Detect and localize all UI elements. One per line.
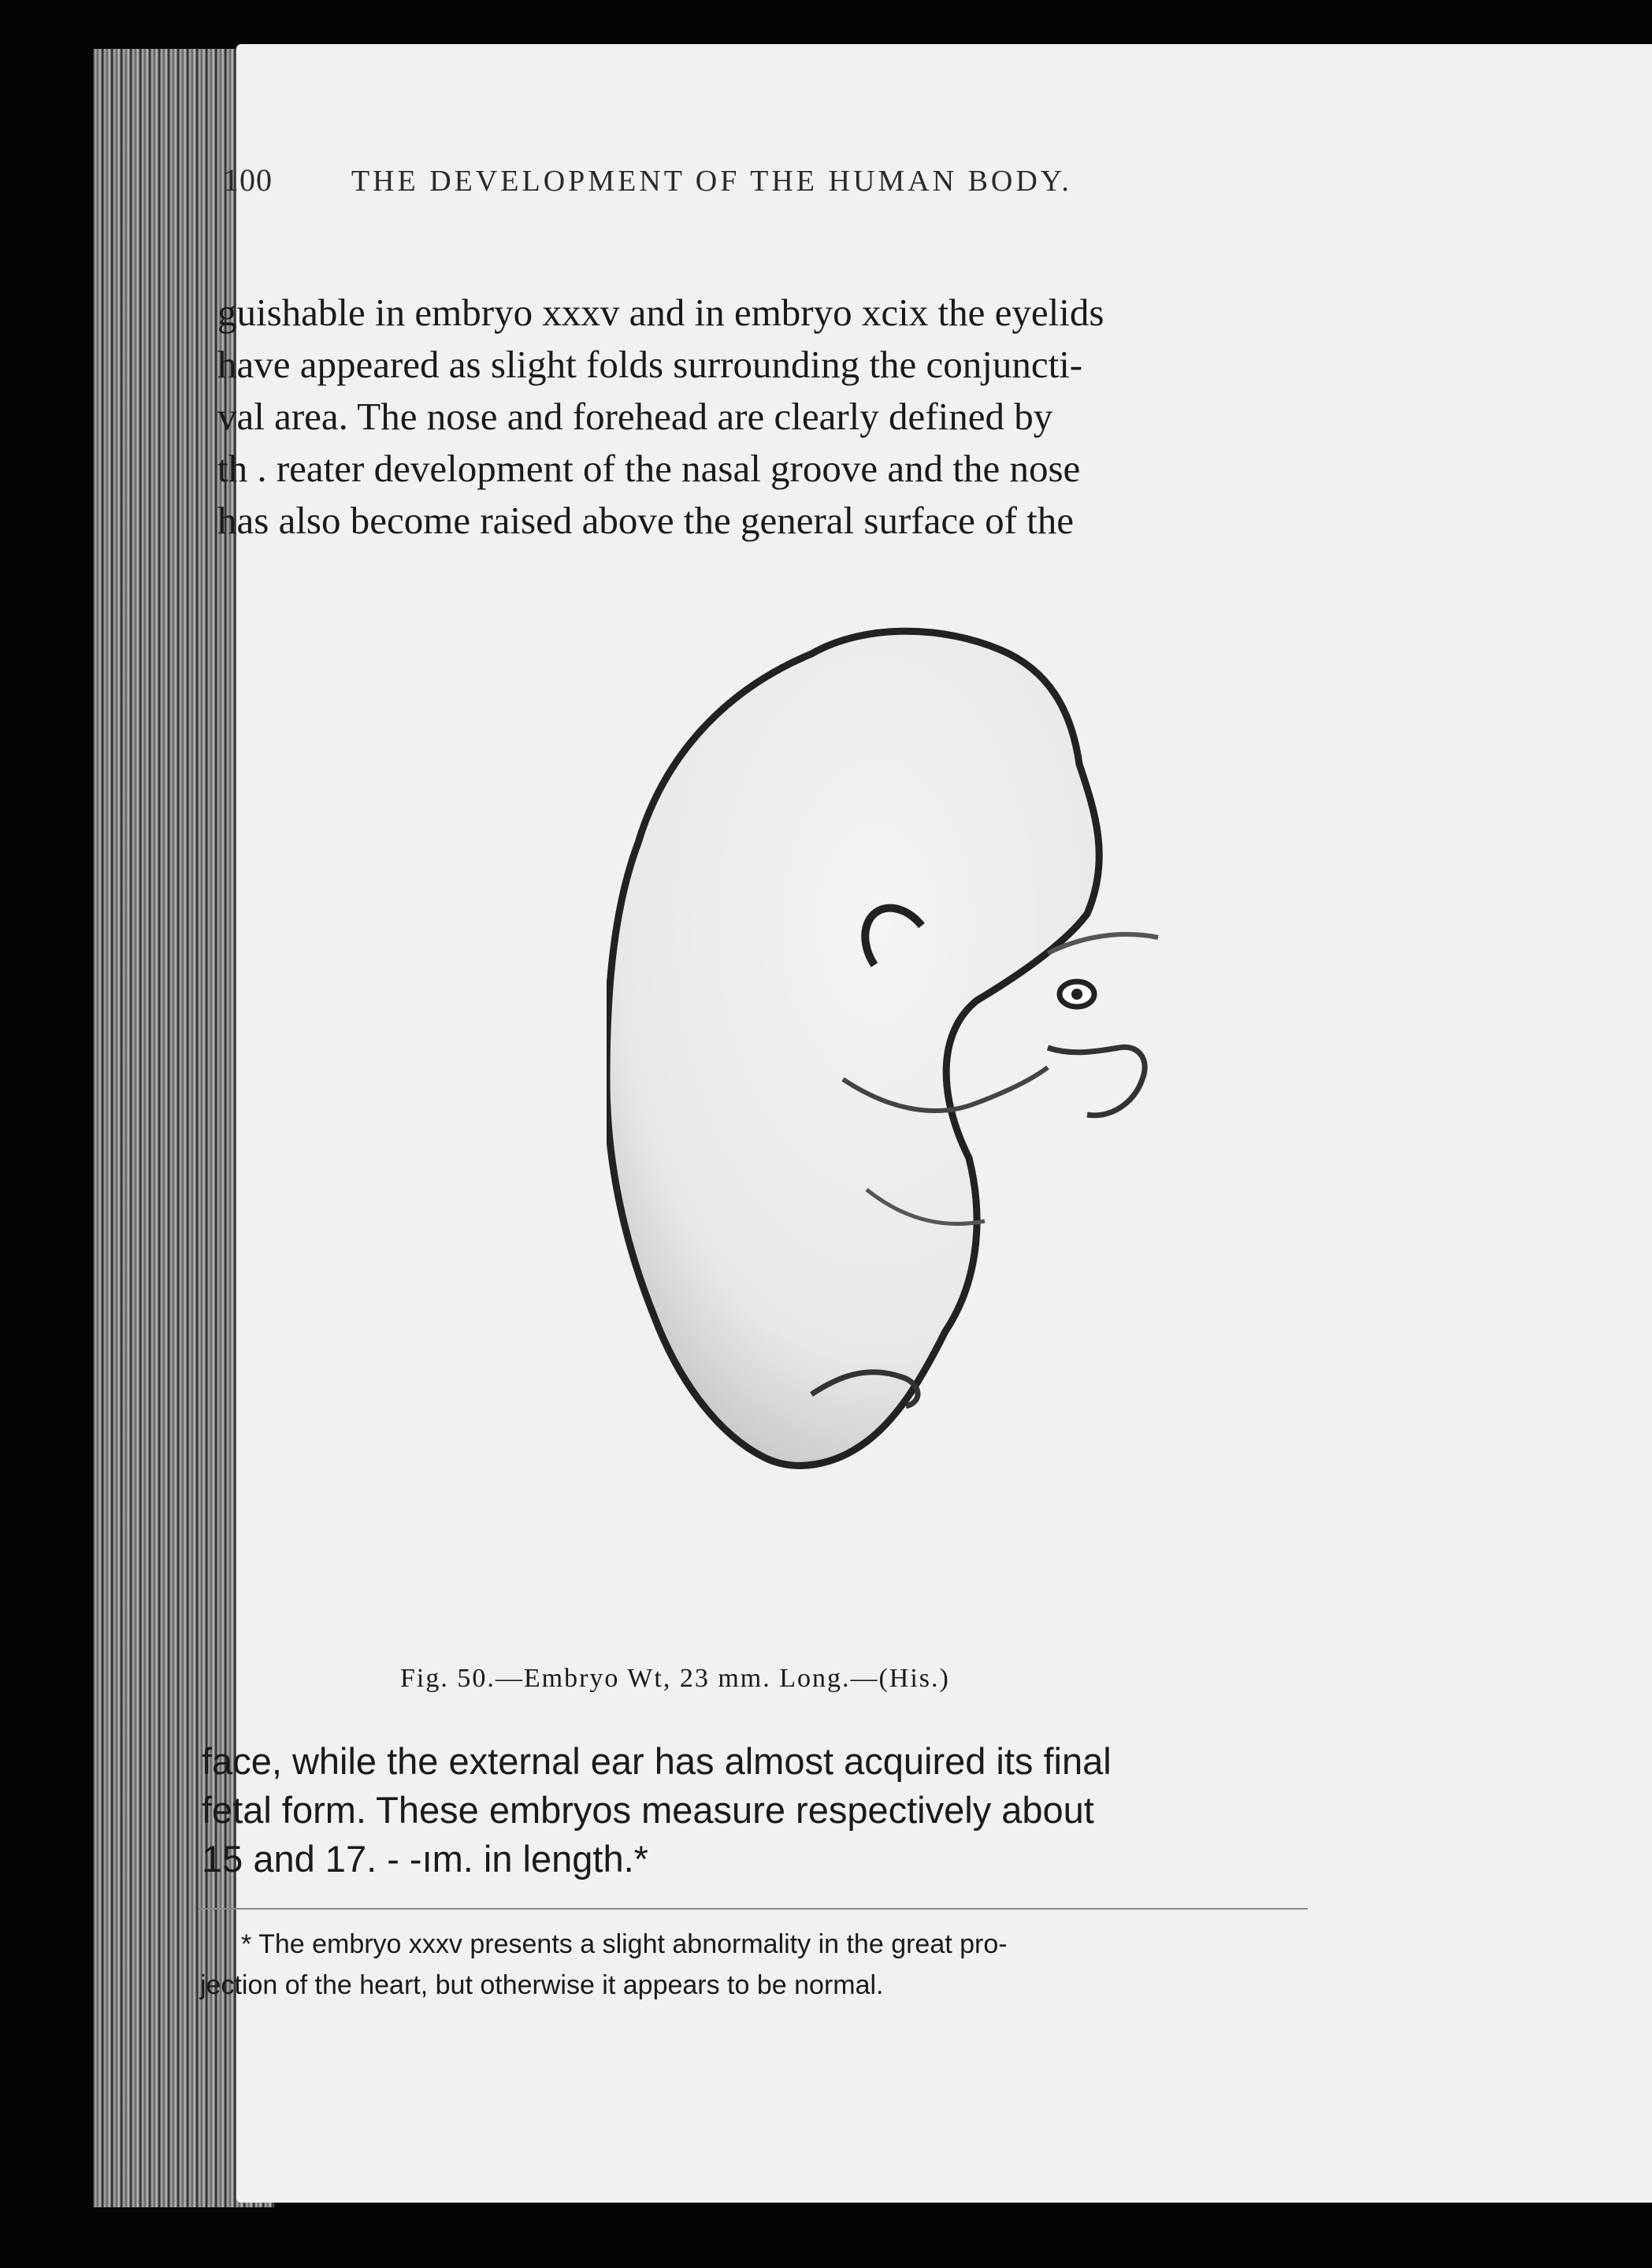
text-line: val area. The nose and forehead are clearly defined by — [217, 395, 1053, 438]
embryo-illustration — [607, 607, 1300, 1623]
text-line: th . reater development of the nasal groove and the nose — [217, 447, 1081, 490]
figure-caption: Fig. 50.—Embryo Wt, 23 mm. Long.—(His.) — [400, 1664, 950, 1693]
paragraph-bottom — [202, 1737, 1305, 1884]
footnote-line: jection of the heart, but otherwise it appears to be normal. — [200, 1970, 884, 2000]
footnote — [200, 1924, 1311, 2006]
mouth-hand — [1048, 1047, 1145, 1115]
text-line: face, while the external ear has almost acquired its final — [202, 1740, 1112, 1782]
embryo-body-outline — [607, 631, 1099, 1465]
running-title: THE DEVELOPMENT OF THE HUMAN BODY. — [351, 165, 1072, 198]
paragraph-top — [217, 287, 1303, 547]
text-line: guishable in embryo xxxv and in embryo xcix the eyelids — [217, 291, 1104, 334]
text-line: 15 and 17. - -ım. in length.* — [202, 1838, 648, 1880]
page-number: 100 — [223, 162, 273, 198]
text-line: fetal form. These embryos measure respectively about — [202, 1789, 1094, 1831]
running-header — [223, 161, 1357, 199]
footnote-divider — [199, 1908, 1308, 1910]
text-line: has also become raised above the general surface of the — [217, 499, 1075, 542]
text-line: have appeared as slight folds surrounding the conjuncti- — [217, 343, 1083, 386]
footnote-line: * The embryo xxxv presents a slight abnormality in the great pro- — [241, 1929, 1008, 1959]
